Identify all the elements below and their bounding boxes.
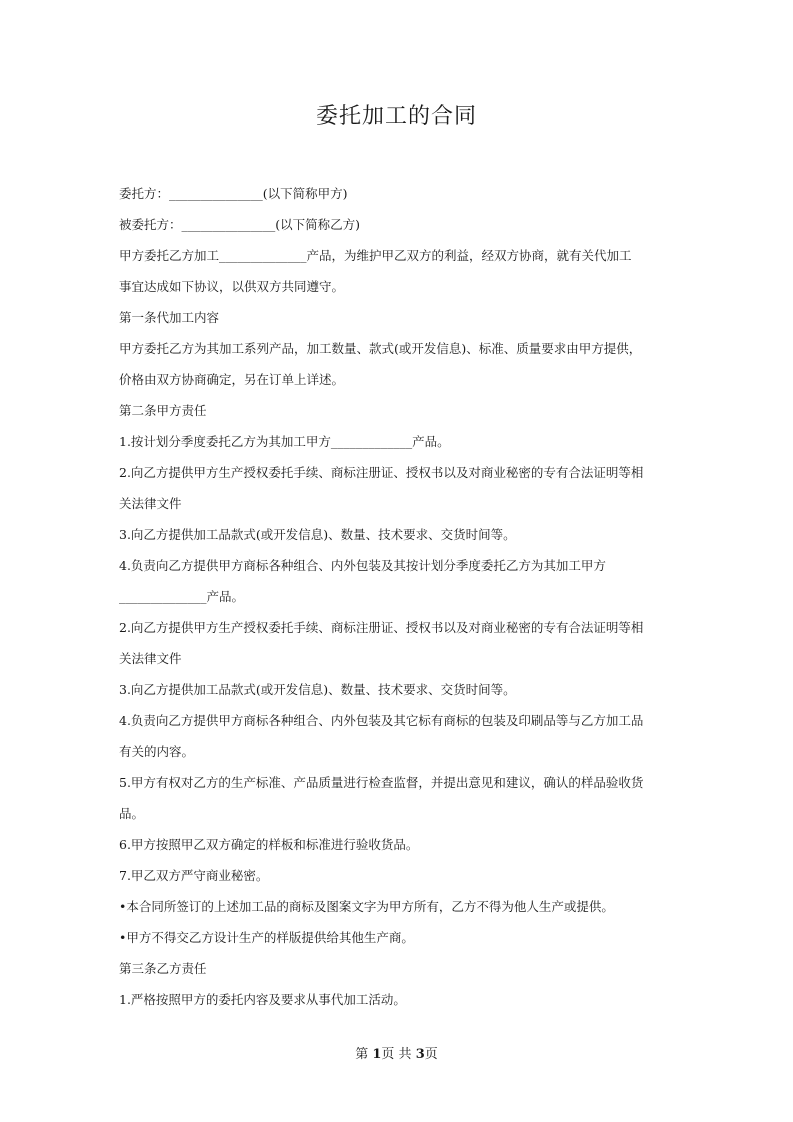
list-item: 3.向乙方提供加工品款式(或开发信息)、数量、技术要求、交货时间等。 — [119, 682, 516, 697]
document-title: 委托加工的合同 — [315, 104, 477, 129]
bullet-item: •甲方不得交乙方设计生产的样版提供给其他生产商。 — [119, 930, 414, 945]
section-heading: 第二条甲方责任 — [119, 403, 207, 418]
list-item: 5.甲方有权对乙方的生产标准、产品质量进行检查监督，并提出意见和建议，确认的样品验收货 — [119, 775, 644, 790]
list-item: 1.严格按照甲方的委托内容及要求从事代加工活动。 — [119, 992, 406, 1007]
footer-prefix: 第 — [355, 1047, 373, 1062]
section-heading: 第一条代加工内容 — [119, 310, 220, 325]
list-item: 4.负责向乙方提供甲方商标各种组合、内外包装及其它标有商标的包装及印刷品等与乙方加工品 — [119, 713, 644, 728]
list-item: 3.向乙方提供加工品款式(或开发信息)、数量、技术要求、交货时间等。 — [119, 527, 516, 542]
list-item-continuation: 品。 — [119, 806, 145, 821]
paragraph-line: 被委托方：_______________(以下简称乙方) — [119, 217, 361, 232]
paragraph-line: 甲方委托乙方为其加工系列产品，加工数量、款式(或开发信息)、标准、质量要求由甲方提供， — [119, 341, 642, 356]
paragraph-line: 甲方委托乙方加工______________产品，为维护甲乙双方的利益，经双方协商，就有关代加工 — [119, 248, 632, 263]
total-pages-number: 3 — [415, 1047, 425, 1062]
list-item-continuation: 关法律文件 — [119, 651, 182, 666]
current-page-number: 1 — [372, 1047, 382, 1062]
footer-suffix: 页 — [424, 1047, 438, 1062]
list-item: 2.向乙方提供甲方生产授权委托手续、商标注册证、授权书以及对商业秘密的专有合法证明等相 — [119, 465, 644, 480]
footer-middle: 页 共 — [381, 1047, 416, 1062]
list-item-continuation: 有关的内容。 — [119, 744, 195, 759]
list-item-continuation: ______________产品。 — [119, 589, 245, 604]
page-footer — [0, 1043, 793, 1062]
list-item-continuation: 关法律文件 — [119, 496, 182, 511]
list-item: 7.甲乙双方严守商业秘密。 — [119, 868, 269, 883]
document-body — [119, 180, 679, 1017]
list-item: 6.甲方按照甲乙双方确定的样板和标准进行验收货品。 — [119, 837, 419, 852]
paragraph-line: 事宜达成如下协议，以供双方共同遵守。 — [119, 279, 345, 294]
list-item: 2.向乙方提供甲方生产授权委托手续、商标注册证、授权书以及对商业秘密的专有合法证明等相 — [119, 620, 644, 635]
paragraph-line: 价格由双方协商确定，另在订单上详述。 — [119, 372, 345, 387]
paragraph-line: 委托方：_______________(以下简称甲方) — [119, 186, 348, 201]
list-item: 1.按计划分季度委托乙方为其加工甲方_____________产品。 — [119, 434, 450, 449]
list-item: 4.负责向乙方提供甲方商标各种组合、内外包装及其按计划分季度委托乙方为其加工甲方 — [119, 558, 606, 573]
bullet-item: •本合同所签订的上述加工品的商标及图案文字为甲方所有，乙方不得为他人生产或提供。 — [119, 899, 614, 914]
section-heading: 第三条乙方责任 — [119, 961, 207, 976]
